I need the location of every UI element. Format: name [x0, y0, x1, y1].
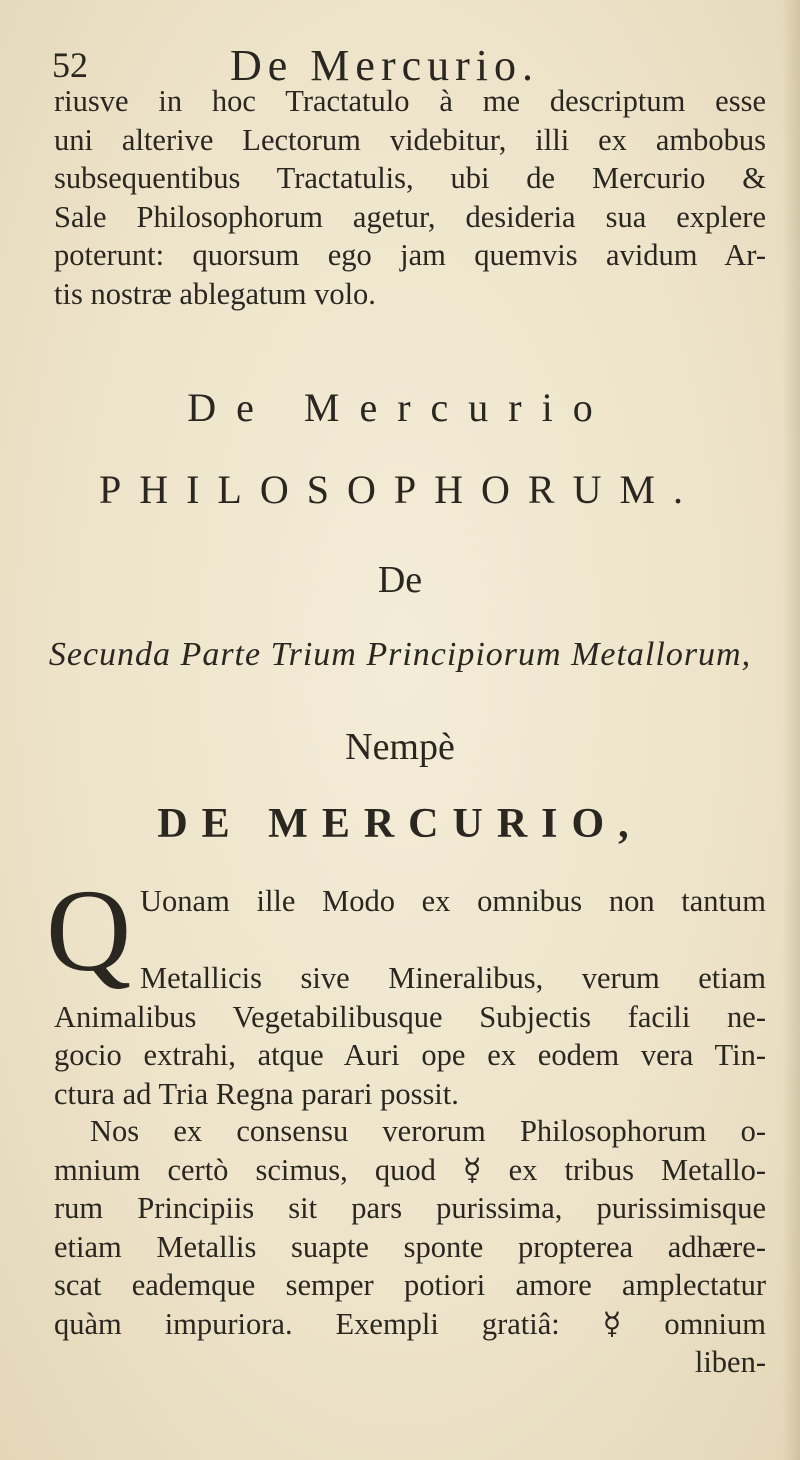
text-line: scat eademque semper potiori amore amplectatur	[54, 1268, 766, 1302]
text-line: gocio extrahi, atque Auri ope ex eodem vera Tin-	[54, 1038, 766, 1072]
text-line: Animalibus Vegetabilibusque Subjectis facili ne-	[54, 999, 766, 1034]
text-line: riusve in hoc Tractatulo à me descriptum esse	[54, 84, 766, 118]
section-title-de: De	[377, 559, 423, 601]
text-line: uni alterive Lectorum videbitur, illi ex ambobus	[54, 122, 766, 157]
paragraph-first-line	[140, 882, 766, 921]
text-line: ctura ad Tria Regna parari possit.	[54, 1076, 459, 1111]
section-title-nempe: Nempè	[345, 726, 455, 768]
text-line: Nos ex consensu verorum Philosophorum o-	[90, 1114, 766, 1148]
text-line: rum Principiis sit pars purissima, purissimisque	[54, 1191, 766, 1225]
text-line: subsequentibus Tractatulis, ubi de Mercurio &	[54, 161, 766, 195]
text-line: tis nostræ ablegatum volo.	[54, 276, 376, 311]
section-title-philosophorum: PHILOSOPHORUM.	[98, 467, 702, 512]
paragraph-nos-ex	[54, 1112, 766, 1382]
text-line: etiam Metallis suapte sponte propterea adhære-	[54, 1229, 766, 1264]
text-line: Uonam ille Modo ex omnibus non tantum	[140, 884, 766, 918]
text-line: Metallicis sive Mineralibus, verum etiam	[140, 961, 766, 995]
page-number: 52	[52, 45, 88, 85]
section-title-de-mercurio: De Mercurio	[187, 385, 613, 430]
section-subtitle: Secunda Parte Trium Principiorum Metallorum,	[48, 636, 752, 673]
text-line: quàm impuriora. Exempli gratiâ: ☿ omnium	[54, 1306, 766, 1341]
drop-cap: Q	[46, 865, 132, 996]
text-line: poterunt: quorsum ego jam quemvis avidum Ar-	[54, 238, 766, 272]
text-line: mnium certò scimus, quod ☿ ex tribus Metallo-	[54, 1152, 766, 1187]
catchword: liben-	[694, 1345, 766, 1379]
text-line: Sale Philosophorum agetur, desideria sua explere	[54, 199, 766, 234]
section-title-de-mercurio-caps: DE MERCURIO,	[157, 801, 643, 847]
intro-paragraph	[54, 82, 766, 313]
running-head: De Mercurio.	[230, 41, 540, 90]
paragraph-quonam	[54, 959, 766, 1113]
